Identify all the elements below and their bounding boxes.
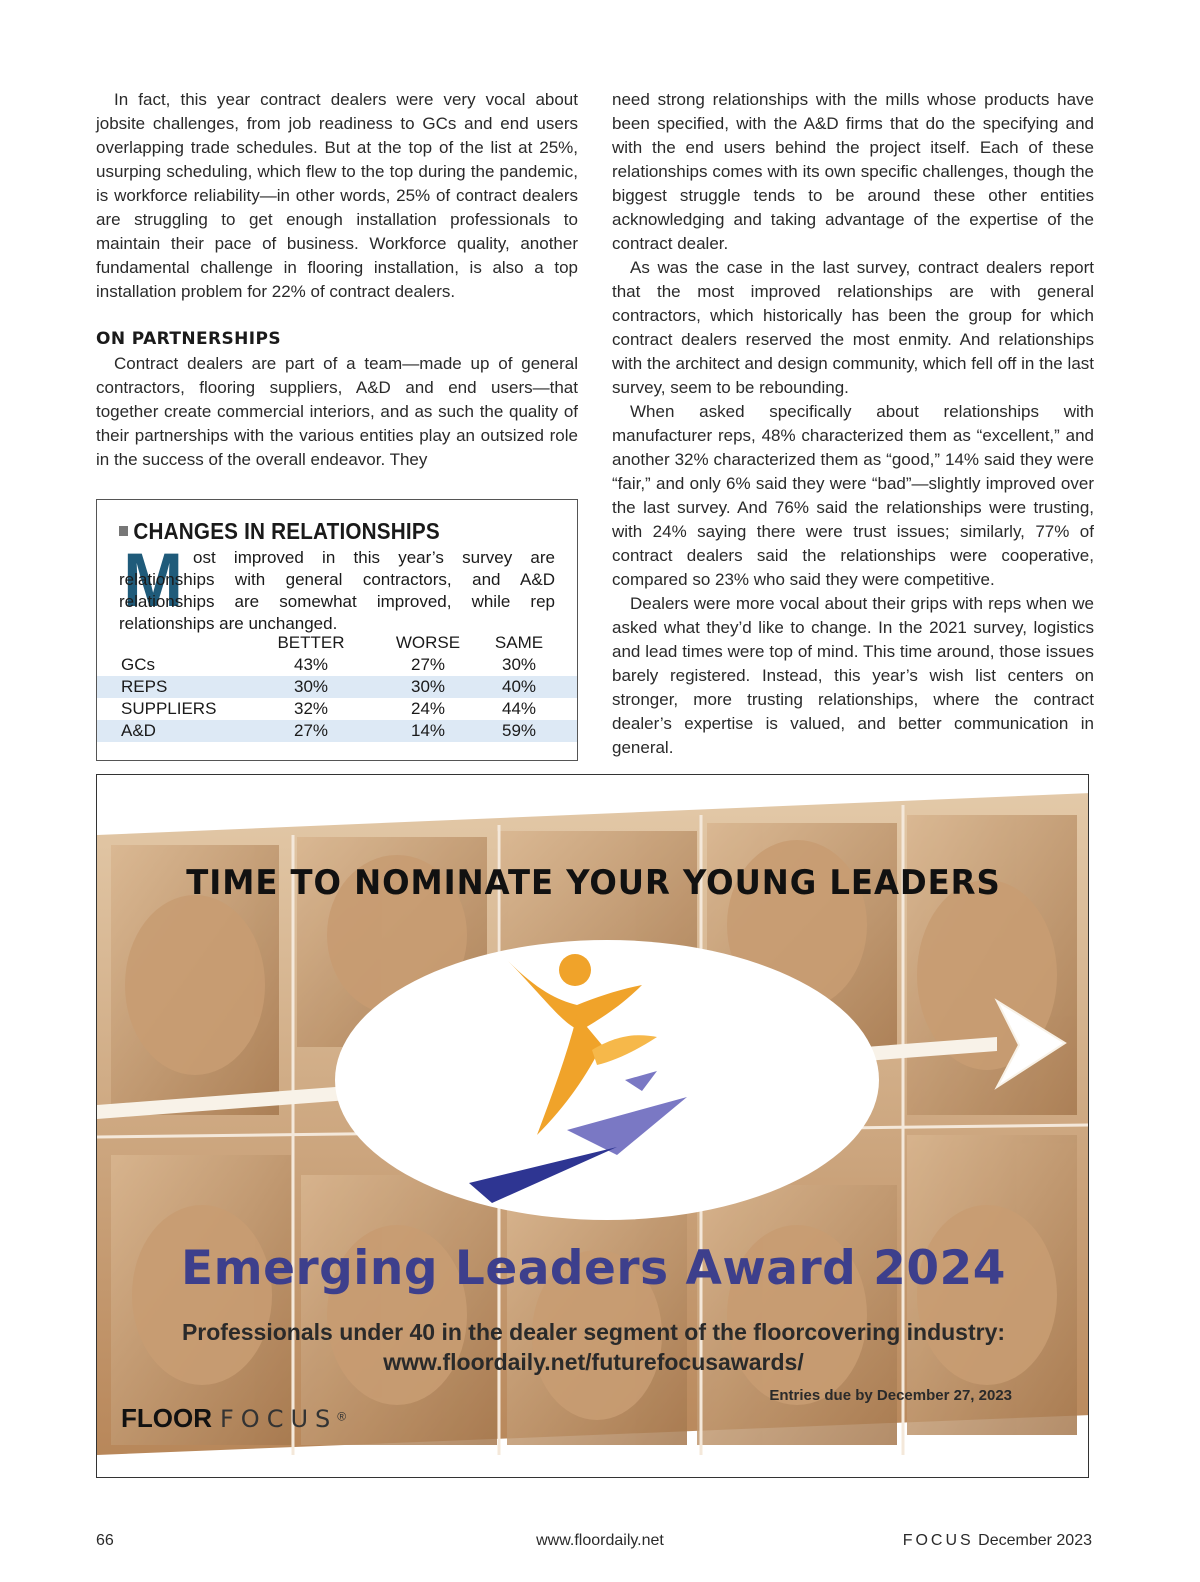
square-bullet-icon (119, 526, 128, 536)
row-label: GCs (121, 655, 155, 674)
table-row (97, 720, 577, 742)
column-header: SAME (494, 633, 544, 652)
ad-url[interactable]: www.floordaily.net/futurefocusawards/ (383, 1349, 804, 1375)
drop-cap: M (123, 538, 184, 623)
footer-url[interactable]: www.floordaily.net (536, 1532, 664, 1549)
registered-mark: ® (337, 1409, 347, 1424)
award-title: Emerging Leaders Award 2024 (181, 1241, 1006, 1296)
section-heading: ON PARTNERSHIPS (96, 329, 282, 349)
cell-same: 44% (501, 699, 537, 718)
ad-description (97, 1317, 1089, 1377)
table-row (97, 654, 577, 676)
cell-worse: 14% (410, 721, 446, 740)
magazine-name: FOCUS (902, 1532, 974, 1549)
table-row (97, 676, 577, 698)
cell-worse: 30% (410, 677, 446, 696)
cell-same: 59% (501, 721, 537, 740)
body-paragraph: When asked specifically about relationships with manufacturer reps, 48% characterized them as “excellent,” and another 32% characterized them as “good,” 14% said they were “fair,” and only 6% said they were “bad”—slightly improved over the last survey. And 76% said the relationships were trusting, with 24% saying there were trust issues; similarly, 77% of contract dealers said the relationships were cooperative, compared so 23% who said they were competitive. (612, 402, 1094, 589)
body-paragraph: In fact, this year contract dealers were very vocal about jobsite challenges, from job readiness to GCs and end users overlapping trade schedules. But at the top of the list at 25%, usurping scheduling, which flew to the top during the pandemic, is workforce reliability—in other words, 25% of contract dealers are struggling to get enough installation professionals to maintain their pace of business. Workforce quality, another fundamental challenge in flooring installation, is also a top installation problem for 22% of contract dealers. (96, 90, 578, 301)
floor-focus-logo (121, 1403, 346, 1434)
cell-same: 40% (501, 677, 537, 696)
relationships-table (97, 632, 577, 742)
sidebar-intro: ost improved in this year’s survey are relationships with general contractors, and A&D relationships are somewhat improved, while rep relationships are unchanged. (119, 548, 555, 633)
body-paragraph: need strong relationships with the mills whose products have been specified, with the A&D firms that do the specifying and with the end users behind the project itself. Each of these relationships comes with its own specific challenges, though the biggest struggle tends to be around these other entities acknowledging and taking advantage of the expertise of the contract dealer. (612, 90, 1094, 253)
body-paragraph: Contract dealers are part of a team—made up of general contractors, flooring suppliers, A&D and end users—that together create commercial interiors, and as such the quality of their partnerships with the various entities play an outsized role in the success of the overall endeavor. They (96, 354, 578, 469)
footer-issue (903, 1532, 1092, 1550)
issue-date: December 2023 (978, 1532, 1092, 1549)
entries-deadline: Entries due by December 27, 2023 (769, 1387, 1012, 1404)
body-paragraph: Dealers were more vocal about their grips with reps when we asked what they’d like to change. In the 2021 survey, logistics and lead times were top of mind. This time around, those issues barely registered. Instead, this year’s wish list centers on stronger, more trusting relationships, where the contract dealer’s expertise is valued, and better communication in general. (612, 594, 1094, 757)
row-label: A&D (121, 721, 156, 740)
logo-floor: FLOOR (121, 1403, 212, 1433)
table-header-row (97, 632, 577, 654)
row-label: SUPPLIERS (121, 699, 217, 718)
cell-worse: 27% (410, 655, 446, 674)
relationships-sidebar (96, 499, 578, 761)
column-header: WORSE (395, 633, 461, 652)
page-number: 66 (96, 1532, 114, 1549)
cell-better: 43% (293, 655, 329, 674)
row-label: REPS (121, 677, 168, 696)
ad-subline: Professionals under 40 in the dealer segment of the floorcovering industry: (181, 1319, 1006, 1345)
right-column (612, 88, 1094, 760)
emerging-leaders-ad (96, 774, 1089, 1478)
cell-better: 27% (293, 721, 329, 740)
cell-better: 32% (293, 699, 329, 718)
ad-headline: TIME TO NOMINATE YOUR YOUNG LEADERS (186, 863, 1001, 903)
logo-focus: FOCUS (220, 1405, 338, 1433)
left-column (96, 88, 578, 472)
body-paragraph: As was the case in the last survey, contract dealers report that the most improved relationships are with general contractors, which historically has been the group for which contract dealers reserved the most enmity. And relationships with the architect and design community, which fell off in the last survey, seem to be rebounding. (612, 258, 1094, 397)
column-header: BETTER (277, 633, 345, 652)
sidebar-title: CHANGES IN RELATIONSHIPS (119, 518, 440, 545)
table-row (97, 698, 577, 720)
cell-same: 30% (501, 655, 537, 674)
cell-worse: 24% (410, 699, 446, 718)
cell-better: 30% (293, 677, 329, 696)
